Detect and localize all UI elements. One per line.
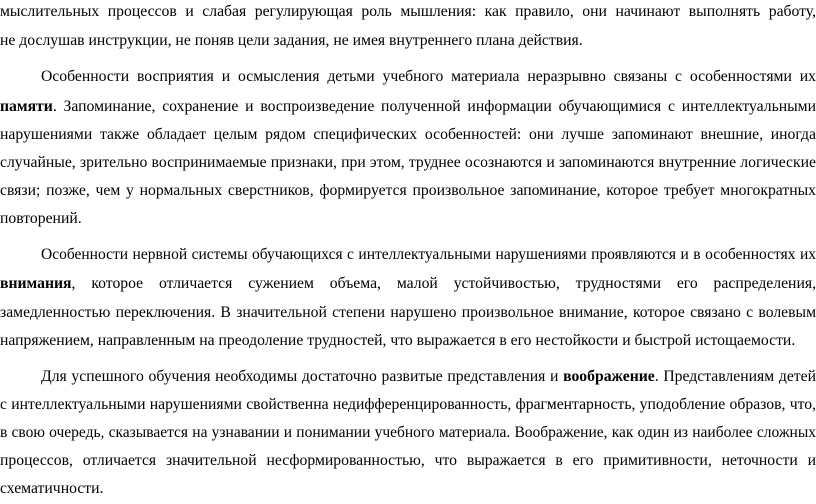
- paragraph-4-line-1-tail: . Представлениям детей: [654, 368, 816, 385]
- paragraph-3-line-2-text: , которое отличается сужением объема, малой устойчивостью, трудностями его распределения,: [71, 275, 816, 292]
- paragraph-2-line-4: случайные, зрительно воспринимаемые признаки, при этом, труднее осознаются и запоминаются внутренние логические: [0, 154, 816, 171]
- term-imagination: воображение: [563, 368, 655, 385]
- paragraph-4-line-1: [0, 367, 816, 387]
- paragraph-2-line-3: нарушениями также обладает целым рядом специфических особенностей: они лучше запоминают внешние, иногда: [0, 126, 816, 143]
- paragraph-3-line-4: напряжением, направленным на преодоление трудностей, что выражается в его нестойкости и быстрой истощаемости.: [0, 332, 796, 349]
- paragraph-2-line-5: связи; позже, чем у нормальных сверстников, формируется произвольное запоминание, которое требует многократных: [0, 182, 816, 199]
- term-attention: внимания: [0, 275, 72, 292]
- paragraph-2-line-2-text: . Запоминание, сохранение и воспроизведение полученной информации обучающимися с интеллектуальными: [52, 98, 816, 115]
- paragraph-4-line-1-text: Для успешного обучения необходимы достаточно развитые представления и: [41, 368, 564, 385]
- paragraph-2-line-6: повторений.: [0, 210, 82, 227]
- paragraph-3-line-1: Особенности нервной системы обучающихся с интеллектуальными нарушениями проявляются и в особенностях их: [41, 246, 816, 263]
- paragraph-3-line-2: [0, 274, 816, 294]
- paragraph-4-line-3: в свою очередь, сказывается на узнавании и понимании учебного материала. Воображение, как один из наиболее сложных: [0, 424, 816, 441]
- paragraph-3-line-3: замедленностью переключения. В значительной степени нарушено произвольное внимание, которое связано с волевым: [0, 304, 816, 321]
- term-memory: памяти: [0, 98, 53, 115]
- paragraph-2-line-2: [0, 97, 816, 117]
- paragraph-4-line-5: схематичности.: [0, 480, 104, 497]
- paragraph-4-line-2: с интеллектуальными нарушениями свойственна недифференцированность, фрагментарность, уподобление образов, что,: [0, 396, 816, 413]
- paragraph-4-line-4: процессов, отличается значительной несформированностью, что выражается в его примитивности, неточности и: [0, 452, 816, 469]
- paragraph-1-line-2: не дослушав инструкции, не поняв цели задания, не имея внутреннего плана действия.: [0, 32, 583, 49]
- paragraph-1-line-1: мыслительных процессов и слабая регулирующая роль мышления: как правило, они начинают выполнять работу,: [0, 3, 816, 20]
- paragraph-2-line-1: Особенности восприятия и осмысления детьми учебного материала неразрывно связаны с особенностями их: [41, 68, 816, 85]
